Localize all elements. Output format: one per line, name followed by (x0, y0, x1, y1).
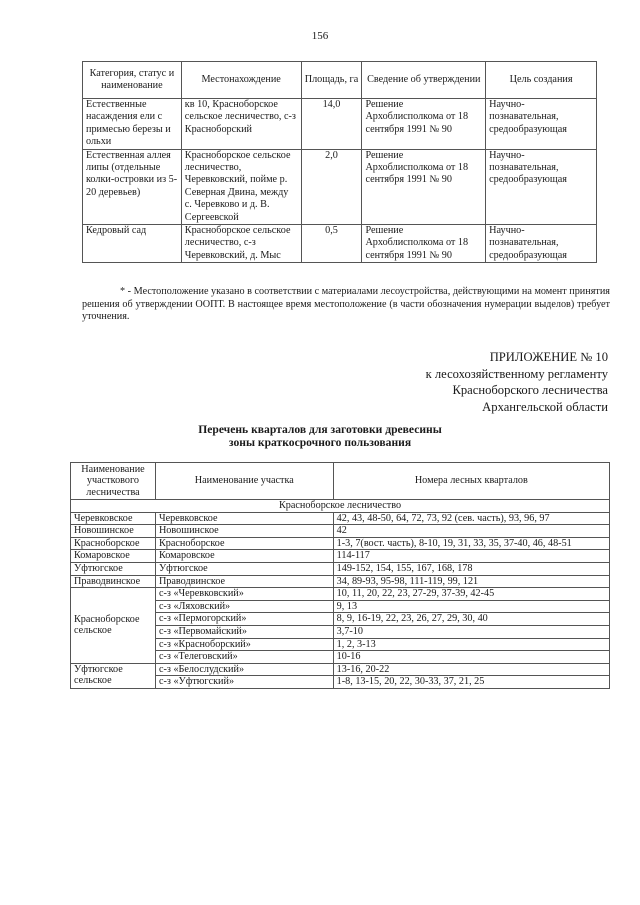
page-number: 156 (311, 30, 329, 42)
appendix-line: Архангельской области (482, 399, 608, 414)
header-category: Категория, статус и наименование (83, 62, 182, 99)
table-row (71, 512, 610, 525)
table-row (71, 550, 610, 563)
cell-site: с-з «Телеговский» (155, 651, 333, 664)
header-quarters: Номера лесных кварталов (333, 463, 609, 500)
footnote: * - Местоположение указано в соответствии с материалами лесоустройства, действующими на момент принятия решения об утверждении ООПТ. В настоящее время местоположение (в части обозначения нумерации выделов) требует уточнения. (82, 286, 610, 323)
table-header-row (71, 463, 610, 500)
cell-quarters: 42 (333, 525, 609, 538)
cell-area: 14,0 (301, 99, 362, 150)
cell-forestry-group: Уфтюгское сельское (71, 663, 156, 688)
cell-site: с-з «Уфтюгский» (155, 676, 333, 689)
table-row (71, 663, 610, 676)
cell-site: с-з «Пермогорский» (155, 613, 333, 626)
table-row (71, 575, 610, 588)
cell-quarters: 1-3, 7(вост. часть), 8-10, 19, 31, 33, 35, 37-40, 46, 48-51 (333, 537, 609, 550)
cell-quarters: 10-16 (333, 651, 609, 664)
cell-forestry: Красноборское (71, 537, 156, 550)
cell-category: Естественная аллея липы (отдельные колки-островки из 5-20 деревьев) (83, 149, 182, 224)
table-row (83, 99, 597, 150)
cell-site: Новошинское (155, 525, 333, 538)
cell-purpose: Научно-познавательная, средообразующая (486, 149, 597, 224)
cell-quarters: 114-117 (333, 550, 609, 563)
appendix-heading (188, 349, 608, 415)
cell-quarters: 13-16, 20-22 (333, 663, 609, 676)
cell-category: Естественные насаждения ели с примесью березы и ольхи (83, 99, 182, 150)
header-location: Местонахождение (181, 62, 301, 99)
appendix-line: к лесохозяйственному регламенту (425, 366, 608, 381)
cell-forestry-group: Красноборское сельское (71, 588, 156, 664)
list-title-line: Перечень кварталов для заготовки древесины (198, 423, 442, 436)
cell-forestry: Черевковское (71, 512, 156, 525)
cell-site: Черевковское (155, 512, 333, 525)
table-row (71, 537, 610, 550)
header-site: Наименование участка (155, 463, 333, 500)
appendix-title: ПРИЛОЖЕНИЕ № 10 (489, 350, 608, 364)
cell-quarters: 42, 43, 48-50, 64, 72, 73, 92 (сев. часть), 93, 96, 97 (333, 512, 609, 525)
cell-quarters: 34, 89-93, 95-98, 111-119, 99, 121 (333, 575, 609, 588)
cell-forestry: Комаровское (71, 550, 156, 563)
cell-quarters: 149-152, 154, 155, 167, 168, 178 (333, 562, 609, 575)
cell-purpose: Научно-познавательная, средообразующая (486, 99, 597, 150)
cell-site: с-з «Белослудский» (155, 663, 333, 676)
table-header-row (83, 62, 597, 99)
header-forestry: Наименование участкового лесничества (71, 463, 156, 500)
table-row (71, 525, 610, 538)
cell-site: Комаровское (155, 550, 333, 563)
quarters-table (70, 462, 610, 689)
cell-location: Красноборское сельское лесничество, с-з Черевковский, д. Мыс (181, 225, 301, 263)
cell-approval: Решение Архоблисполкома от 18 сентября 1991 № 90 (362, 149, 486, 224)
cell-quarters: 1-8, 13-15, 20, 22, 30-33, 37, 21, 25 (333, 676, 609, 689)
cell-quarters: 10, 11, 20, 22, 23, 27-29, 37-39, 42-45 (333, 588, 609, 601)
appendix-line: Красноборского лесничества (452, 383, 608, 398)
cell-site: с-з «Красноборский» (155, 638, 333, 651)
header-area: Площадь, га (301, 62, 362, 99)
cell-area: 2,0 (301, 149, 362, 224)
cell-quarters: 8, 9, 16-19, 22, 23, 26, 27, 29, 30, 40 (333, 613, 609, 626)
cell-forestry: Уфтюгское (71, 562, 156, 575)
header-purpose: Цель создания (486, 62, 597, 99)
cell-location: кв 10, Красноборское сельское лесничество, с-з Красноборский (181, 99, 301, 150)
cell-category: Кедровый сад (83, 225, 182, 263)
cell-area: 0,5 (301, 225, 362, 263)
cell-site: Праводвинское (155, 575, 333, 588)
list-title (0, 423, 640, 450)
table-row (83, 225, 597, 263)
cell-site: с-з «Черевковский» (155, 588, 333, 601)
cell-forestry: Новошинское (71, 525, 156, 538)
cell-location: Красноборское сельское лесничество, Черевковский, пойме р. Северная Двина, между с. Черевково и д. В. Сергеевской (181, 149, 301, 224)
cell-quarters: 9, 13 (333, 600, 609, 613)
table-row (71, 562, 610, 575)
cell-quarters: 3,7-10 (333, 625, 609, 638)
protected-areas-table (82, 61, 597, 263)
cell-purpose: Научно-познавательная, средообразующая (486, 225, 597, 263)
cell-site: Красноборское (155, 537, 333, 550)
section-label: Красноборское лесничество (71, 500, 610, 513)
cell-forestry: Праводвинское (71, 575, 156, 588)
header-approval: Сведение об утверждении (362, 62, 486, 99)
section-row (71, 500, 610, 513)
cell-approval: Решение Архоблисполкома от 18 сентября 1991 № 90 (362, 99, 486, 150)
cell-quarters: 1, 2, 3-13 (333, 638, 609, 651)
table-row (71, 588, 610, 601)
cell-site: Уфтюгское (155, 562, 333, 575)
list-title-line: зоны краткосрочного пользования (228, 436, 412, 450)
cell-site: с-з «Первомайский» (155, 625, 333, 638)
cell-site: с-з «Ляховский» (155, 600, 333, 613)
table-row (83, 149, 597, 224)
cell-approval: Решение Архоблисполкома от 18 сентября 1991 № 90 (362, 225, 486, 263)
